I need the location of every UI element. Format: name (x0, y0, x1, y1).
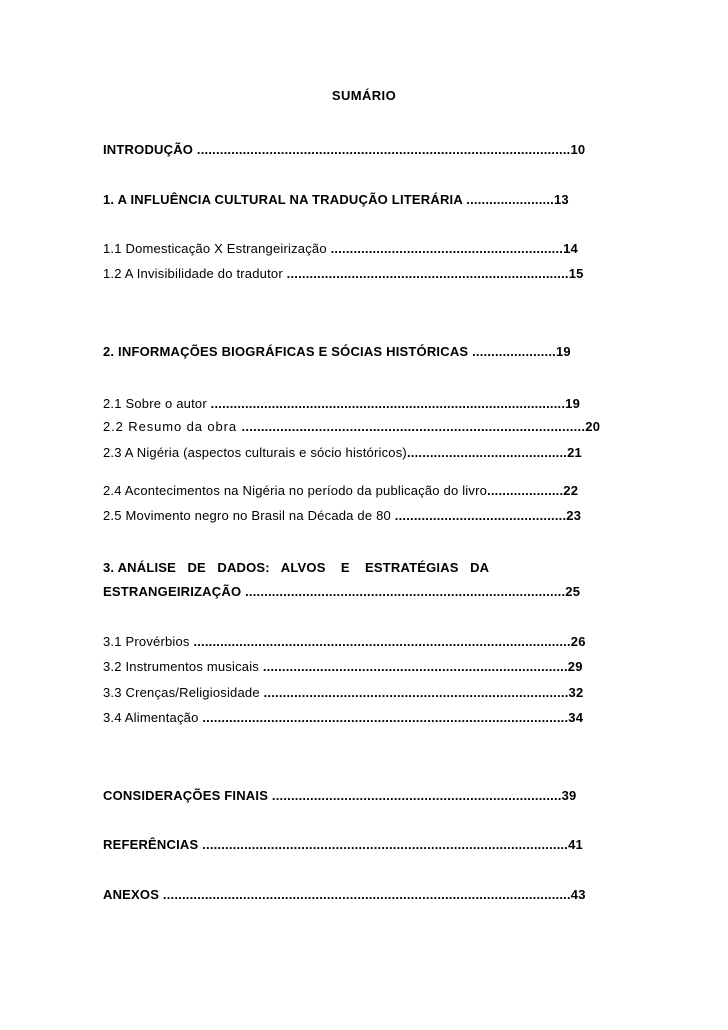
toc-entry-chapter-2[interactable]: 2. INFORMAÇÕES BIOGRÁFICAS E SÓCIAS HISTÓRICAS ......................19 (103, 344, 571, 359)
toc-entry-chapter-1[interactable]: 1. A INFLUÊNCIA CULTURAL NA TRADUÇÃO LITERÁRIA .......................13 (103, 192, 569, 207)
toc-entry-3-2[interactable] (103, 659, 583, 675)
toc-entry-2-5-label: 2.5 Movimento negro no Brasil na Década de 80 (103, 508, 395, 523)
toc-entry-3-4-label: 3.4 Alimentação (103, 710, 203, 725)
toc-entry-2-2-leader: .........................................................................................20 (241, 419, 601, 434)
toc-entry-3-4-leader: ................................................................................................34 (202, 710, 584, 725)
toc-entry-anexos[interactable]: ANEXOS ...........................................................................................................43 (103, 887, 586, 902)
toc-entry-2-1-label: 2.1 Sobre o autor (103, 396, 211, 411)
toc-entry-consideracoes-finais[interactable]: CONSIDERAÇÕES FINAIS ............................................................................39 (103, 788, 577, 803)
toc-entry-3-1-label: 3.1 Provérbios (103, 634, 194, 649)
toc-entry-1-2-label: 1.2 A Invisibilidade do tradutor (103, 266, 287, 281)
toc-entry-2-5-leader: .............................................23 (394, 508, 582, 523)
toc-entry-1-2[interactable] (103, 266, 584, 282)
toc-entry-2-4-leader: ....................22 (487, 483, 579, 498)
toc-entry-2-5[interactable] (103, 508, 581, 524)
toc-entry-3-1-leader: ...................................................................................................26 (193, 634, 586, 649)
toc-entry-chapter-3-line-2[interactable]: ESTRANGEIRIZAÇÃO ....................................................................................25 (103, 584, 581, 599)
toc-entry-2-4-label: 2.4 Acontecimentos na Nigéria no período da publicação do livro (103, 483, 488, 498)
toc-entry-referencias[interactable]: REFERÊNCIAS ................................................................................................41 (103, 837, 583, 852)
toc-entry-2-2[interactable] (103, 419, 600, 435)
toc-entry-1-1[interactable] (103, 241, 578, 257)
toc-entry-3-3-label: 3.3 Crenças/Religiosidade (103, 685, 264, 700)
toc-entry-1-1-leader: .............................................................14 (330, 241, 578, 256)
toc-entry-introducao[interactable]: INTRODUÇÃO ..................................................................................................10 (103, 142, 586, 157)
toc-entry-1-1-label: 1.1 Domesticação X Estrangeirização (103, 241, 331, 256)
toc-entry-3-3[interactable] (103, 685, 583, 701)
toc-entry-2-1[interactable] (103, 396, 580, 412)
toc-entry-2-3-leader: ..........................................21 (406, 445, 582, 460)
toc-entry-3-3-leader: ................................................................................32 (263, 685, 584, 700)
toc-entry-2-4[interactable] (103, 483, 578, 499)
toc-entry-2-2-label: 2.2 Resumo da obra (103, 419, 242, 434)
toc-entry-1-2-leader: ..........................................................................15 (286, 266, 584, 281)
toc-entry-2-1-leader: .............................................................................................19 (210, 396, 581, 411)
page-title: SUMÁRIO (331, 88, 397, 103)
toc-entry-3-2-leader: ................................................................................29 (262, 659, 583, 674)
toc-entry-3-4[interactable] (103, 710, 583, 726)
toc-entry-3-2-label: 3.2 Instrumentos musicais (103, 659, 263, 674)
toc-entry-3-1[interactable] (103, 634, 586, 650)
toc-entry-chapter-3-line-1[interactable]: 3. ANÁLISE DE DADOS: ALVOS E ESTRATÉGIAS DA (103, 560, 490, 575)
toc-entry-2-3[interactable] (103, 445, 582, 461)
toc-entry-2-3-label: 2.3 A Nigéria (aspectos culturais e sócio históricos) (103, 445, 407, 460)
